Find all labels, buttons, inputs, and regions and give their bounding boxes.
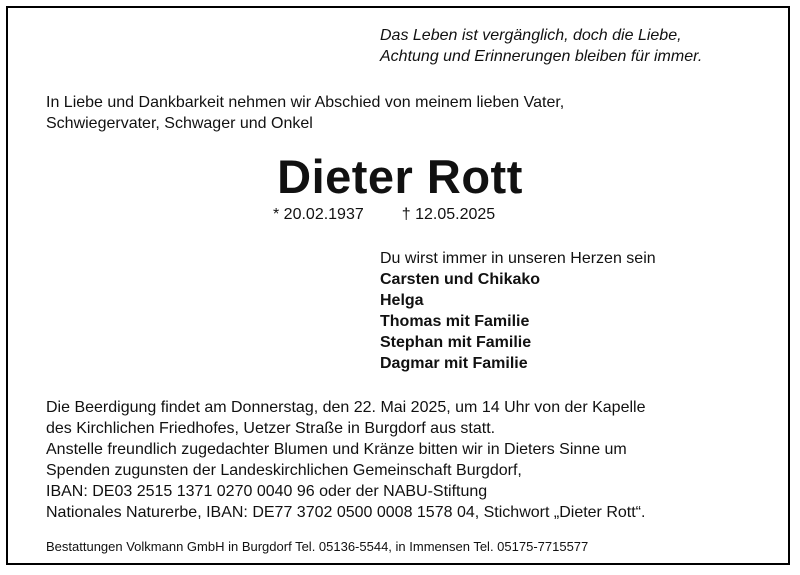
mourner-name: Carsten und Chikako <box>380 271 541 288</box>
birth-date: * 20.02.1937 <box>273 206 364 223</box>
funeral-home-footer: Bestattungen Volkmann GmbH in Burgdorf Tel. 05136-5544, in Immensen Tel. 05175-7715577 <box>46 539 589 554</box>
funeral-details <box>46 397 645 523</box>
mourners-heading: Du wirst immer in unseren Herzen sein <box>380 250 656 267</box>
intro-line-2: Schwiegervater, Schwager und Onkel <box>46 115 313 132</box>
quote-line-1: Das Leben ist vergänglich, doch die Liebe, <box>380 27 682 44</box>
donation-line-3: IBAN: DE03 2515 1371 0270 0040 96 oder der NABU-Stiftung <box>46 483 488 500</box>
mourner-name: Thomas mit Familie <box>380 313 530 330</box>
funeral-line-1: Die Beerdigung findet am Donnerstag, den 22. Mai 2025, um 14 Uhr von der Kapelle <box>46 399 646 416</box>
mourner-name: Dagmar mit Familie <box>380 355 528 372</box>
mourner-name: Stephan mit Familie <box>380 334 532 351</box>
intro-line-1: In Liebe und Dankbarkeit nehmen wir Abschied von meinem lieben Vater, <box>46 94 565 111</box>
mourner-name: Helga <box>380 292 424 309</box>
donation-line-1: Anstelle freundlich zugedachter Blumen und Kränze bitten wir in Dieters Sinne um <box>46 441 627 458</box>
intro-text <box>46 92 564 134</box>
mourners-block <box>380 248 656 374</box>
death-date: † 12.05.2025 <box>401 206 496 223</box>
donation-line-4: Nationales Naturerbe, IBAN: DE77 3702 0500 0008 1578 04, Stichwort „Dieter Rott“. <box>46 504 646 521</box>
quote-line-2: Achtung und Erinnerungen bleiben für immer. <box>380 48 703 65</box>
donation-line-2: Spenden zugunsten der Landeskirchlichen Gemeinschaft Burgdorf, <box>46 462 522 479</box>
deceased-name: Dieter Rott <box>277 150 523 203</box>
funeral-line-2: des Kirchlichen Friedhofes, Uetzer Straße in Burgdorf aus statt. <box>46 420 496 437</box>
life-dates <box>273 204 495 225</box>
memorial-quote <box>380 25 702 67</box>
